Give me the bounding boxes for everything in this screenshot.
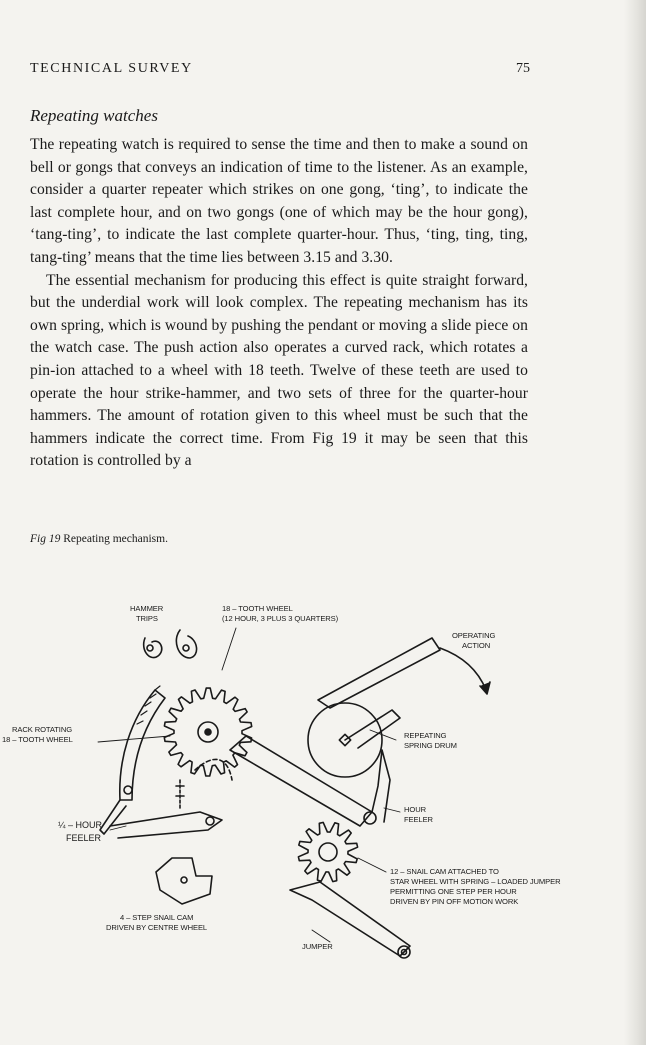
label-snail-cam-4-2: DRIVEN BY CENTRE WHEEL [106, 923, 208, 932]
leader-rack [98, 736, 170, 742]
running-header [30, 61, 530, 77]
figure-caption-text: Repeating mechanism. [63, 533, 168, 545]
rack-pivot [124, 786, 132, 794]
figure-caption-label: Fig 19 [30, 533, 61, 545]
leader-quarter-feeler [110, 826, 126, 830]
hammer-trip-left-pivot [147, 645, 153, 651]
star-wheel-outline [298, 822, 357, 881]
figure-caption [30, 533, 168, 545]
hammer-trip-right-pivot [183, 645, 189, 651]
dashed-path [195, 759, 232, 780]
main-lever [230, 736, 372, 826]
label-rack-rotating-1: RACK ROTATING [12, 725, 73, 734]
quarter-feeler [110, 759, 232, 838]
repeating-mechanism-figure [0, 590, 620, 980]
star-wheel-hub [319, 843, 337, 861]
label-snail-cam-12-1: 12 – SNAIL CAM ATTACHED TO [390, 867, 499, 876]
running-title: TECHNICAL SURVEY [30, 61, 193, 76]
label-hour-feeler-2: FEELER [404, 815, 433, 824]
label-snail-cam-12-3: PERMITTING ONE STEP PER HOUR [390, 887, 517, 896]
leader-lines [98, 628, 400, 942]
label-jumper: JUMPER [302, 942, 333, 951]
leader-tooth-wheel [222, 628, 236, 670]
pendant-lever [318, 638, 440, 708]
hammer-trips [144, 630, 197, 658]
paragraph-1: The repeating watch is required to sense the time and then to make a sound on bell or gongs that conveys an indication of time to the listener. As an example, consider a quarter repeater which strikes on one gong, ‘ting’, to indicate the last complete hour, and on two gongs (one of which may be the hour gong), ‘tang-ting’, to indicate the last complete quarter-hour. Thus, ‘ting, ting, ting, tang-ting’ means that the time lies between 3.15 and 3.30. [30, 136, 528, 266]
label-snail-cam-12-2: STAR WHEEL WITH SPRING – LOADED JUMPER [390, 877, 561, 886]
label-rack-rotating-2: 18 – TOOTH WHEEL [2, 735, 73, 744]
section-heading: Repeating watches [30, 106, 158, 125]
label-quarter-feeler-1: ¼ – HOUR [58, 820, 103, 830]
quarter-feeler-arm [110, 812, 222, 838]
leader-star-wheel [358, 858, 386, 872]
label-repeating-drum-2: SPRING DRUM [404, 741, 457, 750]
mechanism-diagram [0, 590, 620, 980]
leader-spring-drum [370, 730, 396, 740]
paragraph-2: The essential mechanism for producing this effect is quite straight forward, but the underdial work will look complex. The repeating mechanism has its own spring, which is wound by pushing the pendant or moving a slide piece on the watch case. The push action also operates a curved rack, which rotates a pin-ion attached to a wheel with 18 teeth. Twelve of these teeth are used to operate the hour strike-hammer, and two sets of three for the quarter-hour hammers. The amount of rotation given to this wheel must be such that the hammers indicate the correct time. From Fig 19 it may be seen that this rotation is controlled by a [30, 271, 528, 470]
label-repeating-drum-1: REPEATING [404, 731, 447, 740]
snail-cam-center [181, 877, 187, 883]
body-text [30, 134, 528, 473]
page-edge-shadow [624, 0, 646, 1045]
quarter-pinion [176, 780, 184, 808]
label-quarter-feeler-2: FEELER [66, 833, 102, 843]
operating-action-arrowhead [480, 682, 490, 694]
quarter-feeler-pivot [206, 817, 214, 825]
snail-cam-4 [156, 858, 212, 904]
operating-action-arc [440, 648, 486, 690]
big-gear-pin [205, 729, 211, 735]
hammer-trip-right [176, 630, 196, 658]
operating-action-arrow [440, 648, 490, 694]
label-snail-cam-4-1: 4 – STEP SNAIL CAM [120, 913, 194, 922]
label-hammer-trips-2: TRIPS [136, 614, 158, 623]
tooth-wheel-18 [164, 688, 251, 776]
label-hour-feeler-1: HOUR [404, 805, 426, 814]
label-hammer-trips-1: HAMMER [130, 604, 164, 613]
star-wheel-12 [298, 822, 357, 881]
curved-rack [100, 686, 165, 834]
leader-jumper [312, 930, 330, 942]
page-number: 75 [516, 61, 530, 76]
rack-arm [120, 690, 165, 800]
label-operating-action-1: OPERATING [452, 631, 496, 640]
snail-cam-outline [156, 858, 212, 904]
label-tooth-wheel-2: (12 HOUR, 3 PLUS 3 QUARTERS) [222, 614, 339, 623]
label-operating-action-2: ACTION [462, 641, 491, 650]
label-snail-cam-12-4: DRIVEN BY PIN OFF MOTION WORK [390, 897, 519, 906]
label-tooth-wheel-1: 18 – TOOTH WHEEL [222, 604, 293, 613]
